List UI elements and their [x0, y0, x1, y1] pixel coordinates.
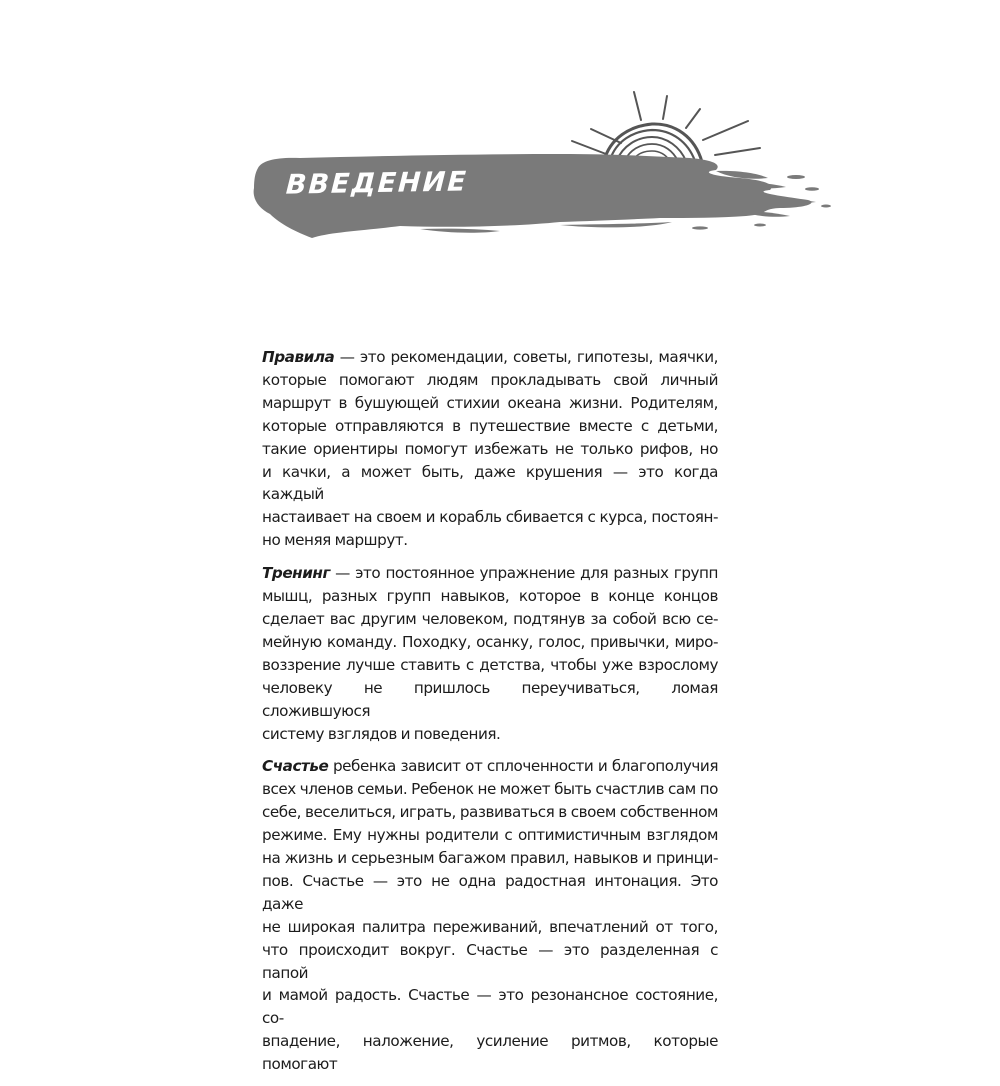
- text-line: не широкая палитра переживаний, впечатлений от того,: [262, 917, 718, 936]
- body-text: [262, 346, 718, 1086]
- chapter-title: ВВЕДЕНИЕ: [285, 166, 469, 201]
- text-line: себе, веселиться, играть, развиваться в своем собственном: [262, 803, 718, 822]
- text-line: такие ориентиры помогут избежать не только рифов, но: [262, 439, 718, 458]
- text-line: но меняя маршрут.: [262, 531, 408, 550]
- text-line: которые помогают людям прокладывать свой личный: [262, 370, 718, 389]
- text-line: которые отправляются в путешествие вместе с детьми,: [262, 416, 718, 435]
- text-line: всех членов семьи. Ребенок не может быть счастлив сам по: [262, 780, 718, 799]
- sun-icon: [572, 92, 760, 162]
- text-line: пов. Счастье — это не одна радостная интонация. Это даже: [262, 871, 718, 913]
- term-happiness: Счастье: [262, 757, 329, 776]
- text-line: впадение, наложение, усиление ритмов, которые помогают: [262, 1032, 718, 1074]
- text-line: на жизнь и серьезным багажом правил, навыков и принци-: [262, 849, 718, 868]
- paragraph-training: [262, 562, 718, 745]
- text-line: сделает вас другим человеком, подтянув за собой всю се-: [262, 609, 718, 628]
- paragraph-rules: [262, 346, 718, 552]
- term-rules: Правила: [262, 348, 335, 366]
- text-line: и качки, а может быть, даже крушения — это когда каждый: [262, 462, 718, 504]
- text-line: и мамой радость. Счастье — это резонансное состояние, со-: [262, 986, 718, 1028]
- text-line: воззрение лучше ставить с детства, чтобы уже взрослому: [262, 655, 718, 674]
- text-line: режиме. Ему нужны родители с оптимистичным взглядом: [262, 826, 718, 845]
- paragraph-happiness: [262, 755, 718, 1076]
- text-line: Тренинг — это постоянное упражнение для разных групп: [262, 564, 719, 583]
- text-line: систему взглядов и поведения.: [262, 724, 501, 743]
- text-line: Правила — это рекомендации, советы, гипотезы, маячки,: [262, 348, 718, 366]
- term-training: Тренинг: [262, 564, 330, 583]
- header-illustration: [0, 0, 1000, 300]
- text-line: мышц, разных групп навыков, которое в конце концов: [262, 587, 718, 606]
- text-line: Счастье ребенка зависит от сплоченности и благополучия: [262, 757, 719, 776]
- text-line: мейную команду. Походку, осанку, голос, привычки, миро-: [262, 632, 718, 651]
- text-line: настаивает на своем и корабль сбивается с курса, постоян-: [262, 508, 718, 527]
- text-line: что происходит вокруг. Счастье — это разделенная с папой: [262, 940, 718, 982]
- text-line: маршрут в бушующей стихии океана жизни. Родителям,: [262, 393, 718, 412]
- text-line: человеку не пришлось переучиваться, ломая сложившуюся: [262, 678, 718, 720]
